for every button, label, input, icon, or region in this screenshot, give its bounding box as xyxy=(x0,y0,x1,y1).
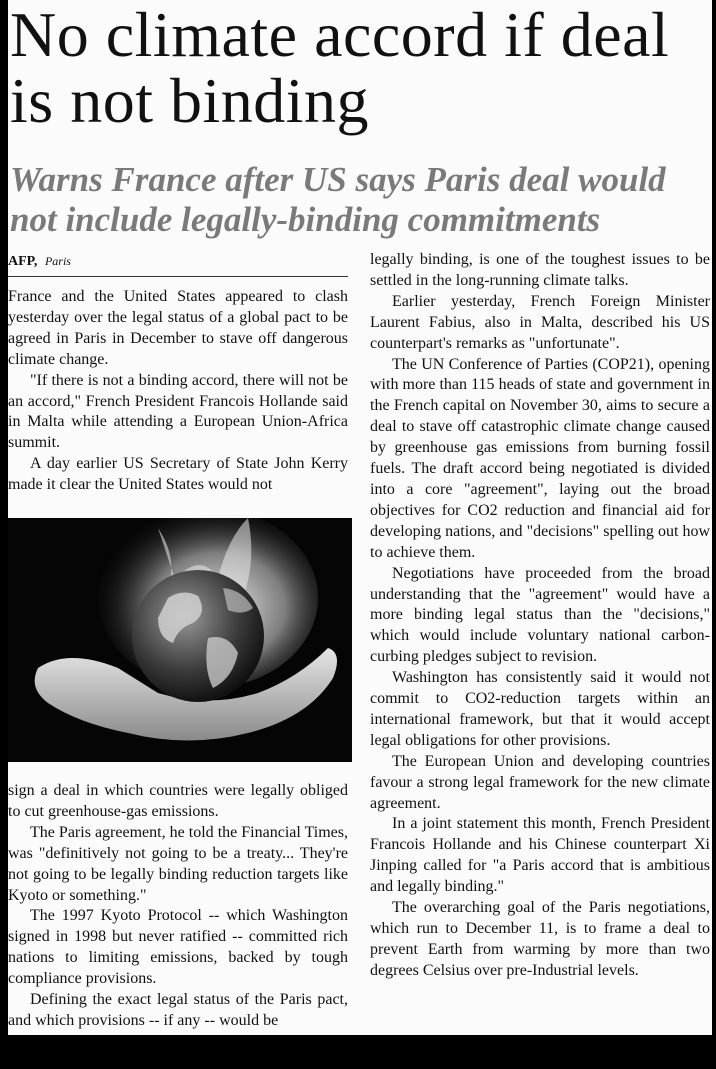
paragraph: legally binding, is one of the toughest issues to be settled in the long-running climate talks. xyxy=(370,251,710,289)
subhead: Warns France after US says Paris deal would not include legally-binding commitments xyxy=(10,160,666,239)
paragraph: Defining the exact legal status of the Paris pact, and which provisions -- if any -- would be xyxy=(8,991,348,1029)
paragraph: A day earlier US Secretary of State John Kerry made it clear the United States would not xyxy=(8,455,348,494)
paragraph: The European Union and developing countries favour a strong legal framework for the new climate agreement. xyxy=(370,752,710,812)
paragraph: France and the United States appeared to clash yesterday over the legal status of a global pact to be agreed in Paris in December to stave off dangerous climate change. xyxy=(8,288,348,368)
newspaper-page xyxy=(8,0,712,1035)
globe-in-hand-flame-icon xyxy=(8,518,352,762)
column-b xyxy=(8,781,348,1032)
paragraph: The UN Conference of Parties (COP21), opening with more than 115 heads of state and government in the French capital on November 30, aims to secure a deal to stave off catastrophic climate change caused by greenhouse gas emissions from burning fossil fuels. The draft accord being negotiated is divided into a core "agreement", laying out the broad objectives for CO2 reduction and financial aid for developing nations, and "decisions" spelling out how to achieve them. xyxy=(370,355,710,561)
column-c xyxy=(370,250,710,982)
headline: No climate accord if deal is not binding xyxy=(10,0,670,136)
column-a xyxy=(8,287,348,496)
photo-globe-in-hand xyxy=(8,518,352,762)
paragraph: Negotiations have proceeded from the broad understanding that the "agreement" would have a more binding legal status than the "decisions," which would include voluntary national carbon-curbing pledges subject to revision. xyxy=(370,564,710,666)
paragraph: The Paris agreement, he told the Financial Times, was "definitively not going to be a treaty... They're not going to be legally binding reduction targets like Kyoto or something." xyxy=(8,823,348,904)
paragraph: "If there is not a binding accord, there will not be an accord," French President Francois Hollande said in Malta while attending a European Union-Africa summit. xyxy=(8,371,348,452)
byline-location: Paris xyxy=(44,254,71,268)
paragraph: Washington has consistently said it would not commit to CO2-reduction targets within an international framework, but that it would accept legal obligations for other provisions. xyxy=(370,669,710,749)
byline xyxy=(8,254,348,277)
byline-source: AFP, xyxy=(8,254,38,269)
paragraph: The 1997 Kyoto Protocol -- which Washington signed in 1998 but never ratified -- committed rich nations to limiting emissions, backed by tough compliance provisions. xyxy=(8,907,348,988)
paragraph: In a joint statement this month, French President Francois Hollande and his Chinese counterpart Xi Jinping called for "a Paris accord that is ambitious and legally binding." xyxy=(370,815,710,896)
paragraph: sign a deal in which countries were legally obliged to cut greenhouse-gas emissions. xyxy=(8,782,348,820)
paragraph: The overarching goal of the Paris negotiations, which run to December 11, is to frame a deal to prevent Earth from warming by more than two degrees Celsius over pre-Industrial levels. xyxy=(370,899,710,979)
paragraph: Earlier yesterday, French Foreign Minister Laurent Fabius, also in Malta, described his US counterpart's remarks as "unfortunate". xyxy=(370,292,710,352)
